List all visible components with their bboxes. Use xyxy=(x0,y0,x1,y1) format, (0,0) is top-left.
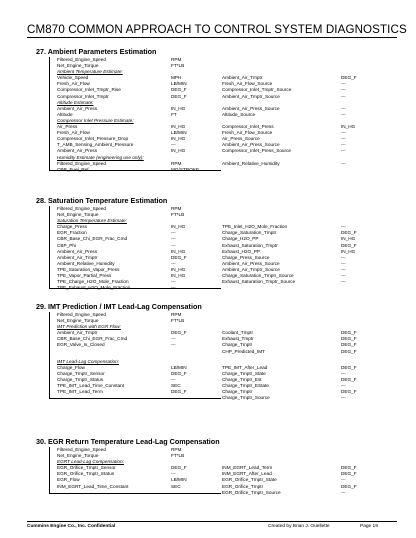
table-cell-c4: --- xyxy=(341,383,346,389)
table-cell-c2: LB/MIN xyxy=(171,364,187,370)
table-cell-c3: Ambient_Air_Press_Source xyxy=(222,105,280,111)
table-cell-c4 xyxy=(341,63,371,69)
table-cell-c1: Vehicle_Speed xyxy=(57,75,89,81)
section-table xyxy=(36,206,376,291)
table-cell-c3: Altitude_Source xyxy=(222,111,256,117)
table-cell-c2: --- xyxy=(171,260,176,266)
table-cell-c2: DEG_F xyxy=(171,465,187,471)
table-cell-c4: --- xyxy=(341,489,346,495)
table-cell-c4: --- xyxy=(341,148,346,154)
table-cell-c3: Exhaust_Saturation_Tmptr xyxy=(222,242,278,248)
section-table xyxy=(36,447,376,496)
table-cell-c4 xyxy=(341,318,371,324)
table-cell-c1: TPE_Saturation_Vapor_Press xyxy=(57,266,120,272)
section-ambient-parameters xyxy=(36,47,376,173)
table-cell-c1 xyxy=(57,349,171,355)
table-cell-c2: LB/MIN xyxy=(171,130,187,136)
table-cell-c4: --- xyxy=(341,142,346,148)
table-cell-c4: DEG_F xyxy=(341,465,357,471)
table-cell-c4: DEG_F xyxy=(341,376,357,382)
table-cell-c2: --- xyxy=(171,230,176,236)
table-cell-c2: --- xyxy=(171,242,176,248)
table-cell-c2: FT*LB xyxy=(171,318,185,324)
table-cell-c1: TPE_Charge_H2O_Mole_Fraction xyxy=(57,279,129,285)
table-row xyxy=(57,285,376,291)
table-cell-c2: IN_HG xyxy=(171,266,186,272)
table-cell-c3: Charge_Tmptr xyxy=(222,389,253,395)
subsection-label: IMT Lead-Lag Compensation: xyxy=(57,358,120,364)
table-cell-c1: CBR_Base_Chi_EGR_Frac_Cmd xyxy=(57,236,128,242)
table-cell-c4: DEG_F xyxy=(341,483,357,489)
table-cell-c2: IN_HG xyxy=(171,273,186,279)
table-cell-c2: --- xyxy=(171,336,176,342)
table-cell-c2: --- xyxy=(171,236,176,242)
table-cell-c2: IN_HG xyxy=(171,224,186,230)
table-row xyxy=(57,167,376,173)
footer-confidential: Cummins Engine Co., Inc. Confidential xyxy=(27,524,116,529)
table-cell-c2: IN_HG xyxy=(171,124,186,130)
table-cell-c1: Net_Engine_Torque xyxy=(57,318,99,324)
table-cell-c4: --- xyxy=(341,160,346,166)
table-cell-c4: --- xyxy=(341,254,346,260)
table-cell-c2: FT*LB xyxy=(171,453,185,459)
table-cell-c4 xyxy=(341,285,371,291)
table-cell-c2: MPH xyxy=(171,75,182,81)
table-cell-c4: DEG_F xyxy=(341,230,357,236)
table-cell-c1: EGR_Fraction xyxy=(57,230,87,236)
table-cell-c4: DEG_F xyxy=(341,364,357,370)
table-cell-c3: Exhaust_Tmptr xyxy=(222,336,254,342)
table-cell-c1: Ambient_Air_Press xyxy=(57,148,98,154)
table-cell-c3 xyxy=(222,318,341,324)
table-cell-c1: Net_Engine_Torque xyxy=(57,453,99,459)
table-cell-c4 xyxy=(341,212,371,218)
table-cell-c1: Ambient_Air_Press xyxy=(57,105,98,111)
section-imt-prediction xyxy=(36,302,376,401)
table-cell-c3: Ambient_Air_Press_Source xyxy=(222,142,280,148)
table-cell-c1: TPE_IMT_Lead_Term xyxy=(57,389,103,395)
table-cell-c3: Ambient_Air_Tmptr_Source xyxy=(222,93,280,99)
table-cell-c4: DEG_F xyxy=(341,471,357,477)
table-cell-c3: Compressor_Inlet_Press_Source xyxy=(222,148,292,154)
table-cell-c2: --- xyxy=(171,285,176,291)
table-cell-c3: TPE_Inlet_H2O_Mole_Fraction xyxy=(222,224,288,230)
table-cell-c1 xyxy=(57,490,171,496)
table-cell-c3: CHP_Predicted_IMT xyxy=(222,348,265,354)
table-cell-c2: SEC xyxy=(171,383,181,389)
table-cell-c1: EGR_Flow xyxy=(57,477,80,483)
table-cell-c2: DEG_F xyxy=(171,87,187,93)
section-title: 27. Ambient Parameters Estimation xyxy=(36,47,157,56)
table-cell-c3 xyxy=(222,63,341,69)
table-cell-c2: DEG_F xyxy=(171,254,187,260)
table-cell-c1: Compressor_Inlet_Tmptr xyxy=(57,93,109,99)
table-cell-c1: Filtered_Engine_Speed xyxy=(57,312,106,317)
table-cell-c1: Altitude xyxy=(57,111,73,117)
table-cell-c2: IN_HG xyxy=(171,148,186,154)
table-cell-c2: --- xyxy=(171,342,176,348)
table-cell-c1: CBR_Fuel_Ref xyxy=(57,166,89,172)
table-cell-c1: Compressor_Inlet_Pressure_Drop xyxy=(57,136,129,142)
table-cell-c1: EGR_Valve_Is_Closed xyxy=(57,342,105,348)
table-cell-c3: Exhaust_H2O_PP xyxy=(222,248,261,254)
table-cell-c2: MG/STROKE xyxy=(171,166,200,172)
table-cell-c3: Compressor_Inlet_Tmptr_Source xyxy=(222,87,292,93)
table-cell-c4: DEG_F xyxy=(341,348,357,354)
table-cell-c2: RPM xyxy=(171,160,182,166)
table-cell-c4: DEG_F xyxy=(341,389,357,395)
table-cell-c3: EGR_Orifice_Tmptr_State xyxy=(222,477,277,483)
table-cell-c2: FT*LB xyxy=(171,212,185,218)
table-cell-c4: --- xyxy=(341,224,346,230)
table-cell-c2: DEG_F xyxy=(171,389,187,395)
table-cell-c4: --- xyxy=(341,279,346,285)
table-cell-c4: --- xyxy=(341,260,346,266)
table-cell-c3: Ambient_Air_Tmptr_Source xyxy=(222,266,280,272)
footer-page-number: Page 19 xyxy=(360,524,378,529)
table-cell-c1: Filtered_Engine_Speed xyxy=(57,447,106,452)
table-cell-c3: Charge_Saturation_Tmptr xyxy=(222,230,277,236)
table-cell-c3: Fresh_Air_Flow_Source xyxy=(222,130,273,136)
table-cell-c4 xyxy=(341,453,371,459)
table-cell-c4: DEG_F xyxy=(341,75,357,81)
section-table xyxy=(36,312,376,401)
table-cell-c1: Filtered_Engine_Speed xyxy=(57,160,106,166)
table-cell-c2: RPM xyxy=(171,312,182,317)
table-cell-c2: --- xyxy=(171,471,176,477)
table-cell-c1: Ambient_Air_Press xyxy=(57,248,98,254)
table-cell-c3: Ambient_Air_Tmptr xyxy=(222,75,263,81)
table-cell-c3: Charge_Tmptr_Source xyxy=(222,395,270,401)
table-cell-c3: Coolant_Tmptr xyxy=(222,330,254,336)
table-cell-c1: INM_EGRT_Lead_Time_Constant xyxy=(57,483,129,489)
table-cell-c1: Fresh_Air_Flow xyxy=(57,81,90,87)
subsection-label: Humidity Estimate (engineering use only): xyxy=(57,154,144,160)
table-cell-c1: Filtered_Engine_Speed xyxy=(57,57,106,62)
section-title: 28. Saturation Temperature Estimation xyxy=(36,196,168,205)
table-cell-c1: Fresh_Air_Flow xyxy=(57,130,90,136)
table-cell-c4: --- xyxy=(341,111,346,117)
subsection-label: Altitude Estimate: xyxy=(57,99,94,105)
table-cell-c3: TPE_IMT_After_Lead xyxy=(222,364,268,370)
table-cell-c4: DEG_F xyxy=(341,242,357,248)
table-cell-c1: Net_Engine_Torque xyxy=(57,63,99,69)
table-cell-c1: Charge_Tmptr_Status xyxy=(57,376,104,382)
table-cell-c3: Charge_Tmptr xyxy=(222,342,253,348)
table-cell-c3: INM_EGRT_After_Lead xyxy=(222,471,272,477)
table-cell-c3: Charge_Saturation_Tmptr_Source xyxy=(222,273,294,279)
table-cell-c1: EGR_Orifice_Tmptr_Sensor xyxy=(57,465,116,471)
table-cell-c2 xyxy=(171,395,222,401)
table-cell-c3: Charge_Tmptr_State xyxy=(222,370,266,376)
section-title: 29. IMT Prediction / IMT Lead-Lag Compensation xyxy=(36,302,202,311)
subsection-label: IMT Prediction with EGR Flow: xyxy=(57,324,121,330)
table-cell-c4: IN_HG xyxy=(341,236,356,242)
table-cell-c4: --- xyxy=(341,266,346,272)
table-cell-c3: Fresh_Air_Flow_Source xyxy=(222,81,273,87)
table-cell-c4: DEG_F xyxy=(341,342,357,348)
table-cell-c2: IN_HG xyxy=(171,136,186,142)
table-cell-c4: IN_HG xyxy=(341,124,356,130)
table-cell-c1: Compressor_Inlet_Tmptr_Rise xyxy=(57,87,121,93)
table-cell-c4: --- xyxy=(341,105,346,111)
table-cell-c4: IN_HG xyxy=(341,248,356,254)
table-cell-c4: --- xyxy=(341,87,346,93)
subsection-label: Ambient Temperature Estimate: xyxy=(57,69,123,75)
table-cell-c1: Ambient_Relative_Humidity xyxy=(57,260,115,266)
table-cell-c2 xyxy=(171,490,222,496)
table-cell-c4: --- xyxy=(341,370,346,376)
table-cell-c3: Charge_H2O_PP xyxy=(222,236,259,242)
table-cell-c2: RPM xyxy=(171,447,182,452)
subsection-label: EGRT Lead-Lag Compensation: xyxy=(57,459,124,465)
section-title: 30. EGR Return Temperature Lead-Lag Compensation xyxy=(36,437,220,446)
table-cell-c1: CBR_Base_Chi_EGR_Frac_Cmd xyxy=(57,336,128,342)
table-cell-c4: DEG_F xyxy=(341,330,357,336)
table-cell-c3: Charge_Tmptr_EState xyxy=(222,383,269,389)
footer-divider xyxy=(27,521,397,522)
table-cell-c3: EGR_Orifice_Tmptr xyxy=(222,483,264,489)
table-cell-c4: --- xyxy=(341,81,346,87)
table-cell-c4: --- xyxy=(341,136,346,142)
table-cell-c1: Charge_Flow xyxy=(57,364,85,370)
table-cell-c4: --- xyxy=(341,273,346,279)
table-cell-c3: INM_EGRT_Lead_Term xyxy=(222,465,273,471)
table-cell-c1: CBP_Phi xyxy=(57,242,77,248)
table-cell-c2: RPM xyxy=(171,206,182,211)
table-cell-c2: --- xyxy=(171,279,176,285)
table-cell-c2: IN_HG xyxy=(171,248,186,254)
section-table xyxy=(36,57,376,173)
table-cell-c3: Charge_Tmptr_Est xyxy=(222,376,262,382)
page-header-title: CM870 COMMON APPROACH TO CONTROL SYSTEM DIAGNOSTICS xyxy=(27,23,407,36)
table-cell-c1: TPE_Exhaust_H2O_Mole_Fraction xyxy=(57,285,131,291)
table-cell-c1: TPE_IMT_Lead_Time_Constant xyxy=(57,383,125,389)
table-row xyxy=(57,349,376,355)
table-cell-c2: FT*LB xyxy=(171,63,185,69)
table-row xyxy=(57,490,376,496)
table-cell-c3: Charge_Press_Source xyxy=(222,254,270,260)
table-cell-c3: Ambient_Relative_Humidity xyxy=(222,160,280,166)
table-cell-c1: TPE_Vapor_Partial_Press xyxy=(57,273,112,279)
table-cell-c1: Net_Engine_Torque xyxy=(57,212,99,218)
table-cell-c1: Filtered_Engine_Speed xyxy=(57,206,106,211)
table-cell-c2: --- xyxy=(171,142,176,148)
table-cell-c3: Compressor_Inlet_Press xyxy=(222,124,274,130)
section-egr-return-temperature xyxy=(36,437,376,496)
table-cell-c2: RPM xyxy=(171,57,182,62)
subsection-label: Saturation Temperature Estimate: xyxy=(57,218,127,224)
table-cell-c2: IN_HG xyxy=(171,105,186,111)
table-cell-c3 xyxy=(222,285,341,291)
table-cell-c2: LB/MIN xyxy=(171,81,187,87)
table-cell-c1: Ambient_Air_Tmptr xyxy=(57,254,98,260)
table-cell-c3: Exhaust_Saturation_Tmptr_Source xyxy=(222,279,296,285)
table-cell-c3: Air_Press_Source xyxy=(222,136,260,142)
table-cell-c4 xyxy=(341,167,371,173)
table-cell-c1: T_AMB_Sensing_Ambient_Pressure xyxy=(57,142,134,148)
table-cell-c1: Charge_Tmptr_Sensor xyxy=(57,370,105,376)
table-cell-c3: Ambient_Air_Press_Source xyxy=(222,260,280,266)
table-cell-c4: DEG_F xyxy=(341,336,357,342)
table-cell-c3 xyxy=(222,453,341,459)
table-cell-c1: Charge_Press xyxy=(57,224,87,230)
table-cell-c3: EGR_Orifice_Tmptr_Source xyxy=(222,489,281,495)
subsection-label: Compressor Inlet Pressure Estimate: xyxy=(57,117,134,123)
table-cell-c4: --- xyxy=(341,93,346,99)
table-cell-c2: LB/MIN xyxy=(171,477,187,483)
table-cell-c2: --- xyxy=(171,376,176,382)
table-cell-c4: --- xyxy=(341,395,346,401)
table-cell-c1: EGR_Orifice_Tmptr_Status xyxy=(57,471,115,477)
table-cell-c1 xyxy=(57,395,171,401)
table-cell-c2: DEG_F xyxy=(171,370,187,376)
table-cell-c1: Air_Press xyxy=(57,124,78,130)
table-cell-c3 xyxy=(222,167,341,173)
table-cell-c4: --- xyxy=(341,130,346,136)
table-cell-c2: SEC xyxy=(171,483,181,489)
table-cell-c2: DEG_F xyxy=(171,93,187,99)
table-cell-c3 xyxy=(222,212,341,218)
table-cell-c4: --- xyxy=(341,477,346,483)
table-cell-c2 xyxy=(171,349,222,355)
table-row xyxy=(57,395,376,401)
table-cell-c1: Ambient_Air_Tmptr xyxy=(57,330,98,336)
table-cell-c2: FT xyxy=(171,111,177,117)
footer-author: Created by Brian J. Ouellette xyxy=(268,524,330,529)
table-cell-c2: DEG_F xyxy=(171,330,187,336)
section-saturation-temperature xyxy=(36,196,376,291)
